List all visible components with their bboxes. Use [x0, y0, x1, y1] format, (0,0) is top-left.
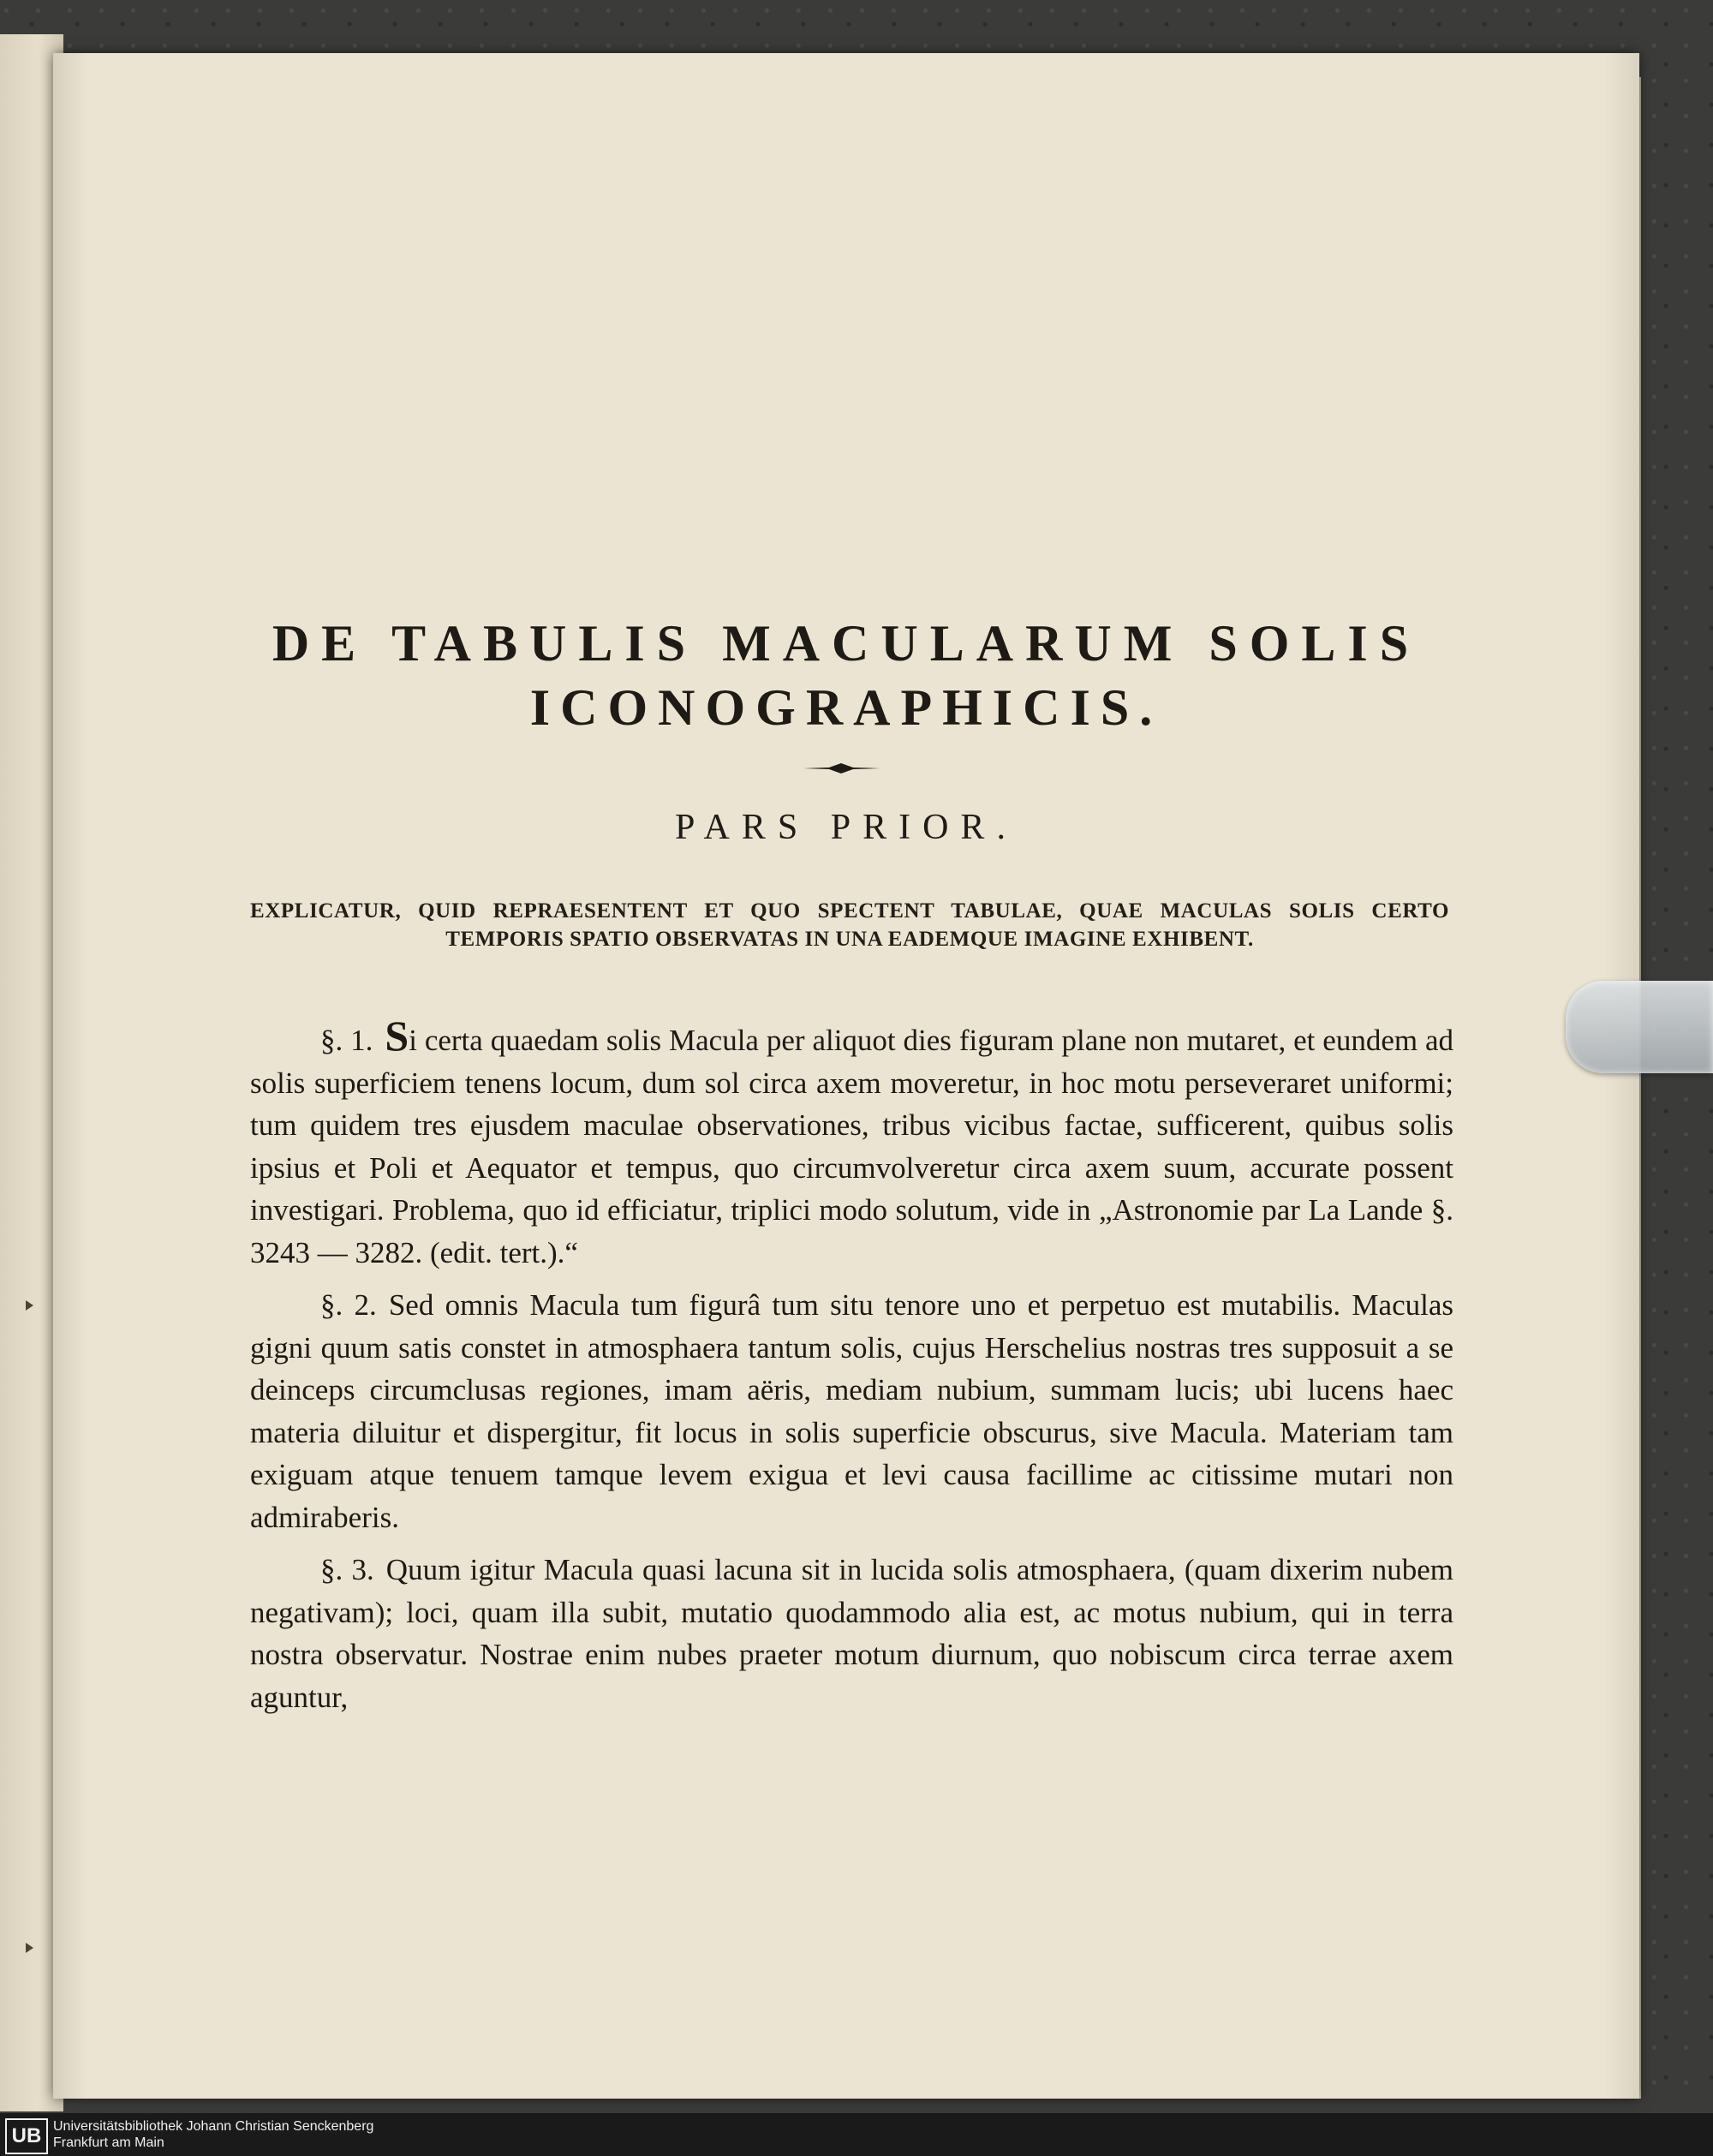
initial-letter: S [385, 1012, 409, 1060]
paragraph-1 [250, 1012, 1454, 1274]
book-page [53, 53, 1639, 2099]
body-text [250, 1012, 1454, 1718]
institution-name: Universitätsbibliothek Johann Christian Senckenberg [53, 2119, 374, 2134]
paragraph-2 [250, 1284, 1453, 1538]
paragraph-3 [250, 1549, 1453, 1718]
ub-logo-icon: UB [5, 2118, 48, 2154]
institution-credit [53, 2118, 373, 2151]
paragraph-text: Sed omnis Macula tum figurâ tum situ tenore uno et perpetuo est mutabilis. Maculas gigni quum satis constet in atmosphaera tantum solis, cujus Herschelius nostras tres supposuit a se deinceps circumclusas regiones, imam aëris, mediam nubium, summam lucis; ubi lucens haec materia diluitur et dispergitur, fit locus in solis superficie obscurus, sive Macula. Materiam tam exiguam atque tenuem tamque levem exigua et levi causa facillime ac citissime mutari non admiraberis. [250, 1288, 1454, 1534]
paragraph-text: i certa quaedam solis Macula per aliquot dies figuram plane non mutaret, et eundem ad solis superficiem tenens locum, dum sol circa axem moveretur, in hoc motu perseveraret uniformi; tum quidem tres ejusdem maculae observationes, tribus vicibus factae, sufficerent, quibus solis ipsius et Poli et Aequator et tempus, quo circumvolveretur circa axem suum, accurate possent investigari. Problema, quo id efficiatur, triplici modo solutum, vide in „Astronomie par La Lande §. 3243 — 3282. (edit. tert.).“ [250, 1024, 1454, 1269]
section-number: §. 3. [320, 1553, 374, 1586]
gutter-mark-icon [26, 1300, 33, 1311]
paragraph-text: Quum igitur Macula quasi lacuna sit in lucida solis atmosphaera, (quam dixerim nubem negativam); loci, quam illa subit, mutatio quodammodo alia est, ac motus nubium, qui in terra nostra observatur. Nostrae enim nubes praeter motum diurnum, quo nobiscum circa terrae axem aguntur, [250, 1553, 1453, 1714]
section-number: §. 1. [320, 1024, 373, 1057]
gutter-mark-icon [26, 1943, 33, 1953]
footer-bar [0, 2113, 1713, 2156]
ornament-dash-icon [803, 760, 880, 777]
title-line-2: ICONOGRAPHICIS. [529, 679, 1163, 736]
section-number: §. 2. [320, 1288, 377, 1322]
institution-city: Frankfurt am Main [53, 2135, 164, 2150]
part-heading: PARS PRIOR. [675, 808, 1018, 847]
title-line-1: DE TABULIS MACULARUM SOLIS [272, 615, 1421, 672]
section-summary: EXPLICATUR, QUID REPRAESENTENT ET QUO SPECTENT TABULAE, QUAE MACULAS SOLIS CERTO TEMPORIS SPATIO OBSERVATAS IN UNA EADEMQUE IMAGINE EXHIBENT. [250, 899, 1449, 951]
page-clip [1566, 981, 1713, 1073]
